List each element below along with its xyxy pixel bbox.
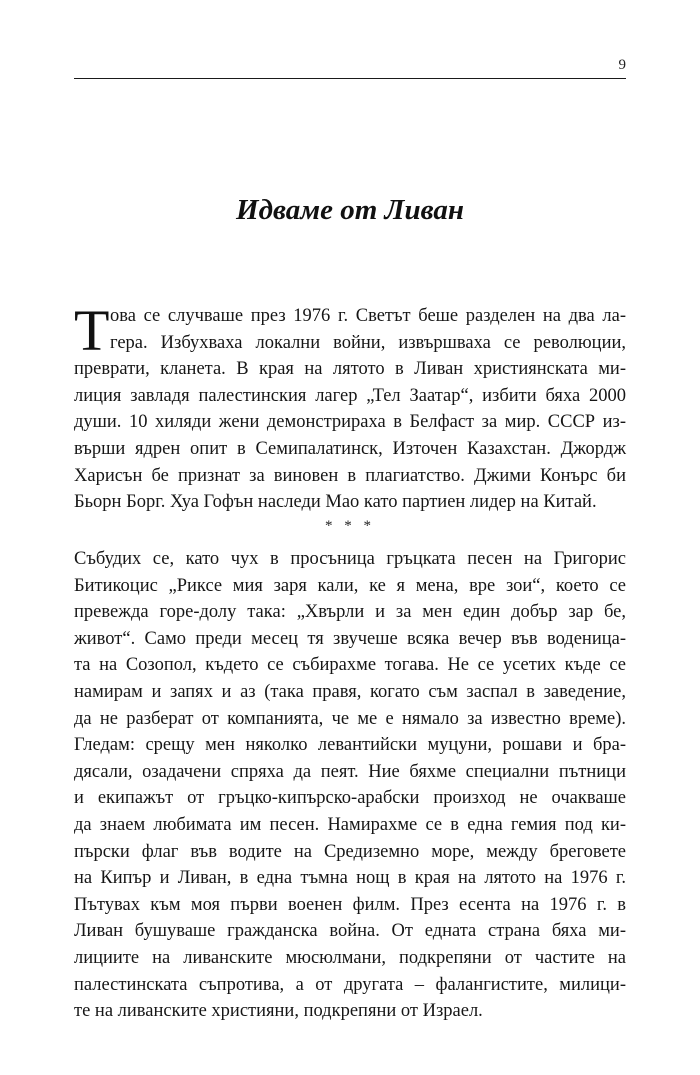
text-line: живот“. Само преди месец тя звучеше всяка вечер във воденица- bbox=[74, 628, 626, 649]
text-line: лиция завладя палестинския лагер „Тел Заатар“, избити бяха 2000 bbox=[74, 385, 626, 406]
text-line: Харисън бе признат за виновен в плагиатство. Джими Конърс би bbox=[74, 465, 626, 486]
text-line: Гледам: срещу мен няколко левантийски муцуни, рошави и бра- bbox=[74, 735, 626, 756]
section-separator: * * * bbox=[325, 518, 375, 534]
text-line: да знаем любимата им песен. Намирахме се в една гемия под ки- bbox=[74, 814, 626, 835]
text-line: намирам и запях и аз (така правя, когато съм заспал в заведение, bbox=[74, 681, 626, 702]
paragraph-2 bbox=[74, 546, 626, 1025]
paragraph-1 bbox=[74, 298, 626, 516]
text-line: пърски флаг във водите на Средиземно море, между бреговете bbox=[74, 841, 626, 862]
text-line: Пътувах към моя първи военен филм. През есента на 1976 г. в bbox=[74, 894, 626, 915]
text-line: Събудих се, като чух в просъница гръцката песен на Григорис bbox=[74, 549, 626, 569]
text-line: върши ядрен опит в Семипалатинск, Източен Казахстан. Джордж bbox=[74, 438, 626, 459]
text-line: превежда горе-долу така: „Хвърли и за мен един добър зар бе, bbox=[74, 602, 626, 623]
text-line: да не разберат от компанията, че ме е нямало за известно време). bbox=[74, 708, 626, 729]
text-line: на Кипър и Ливан, в една тъмна нощ в края на лятото на 1976 г. bbox=[74, 868, 626, 889]
text-line: лициите на ливанските мюсюлмани, подкрепяни от частите на bbox=[74, 947, 626, 968]
text-line: гера. Избухваха локални войни, извършваха се революции, bbox=[110, 332, 626, 353]
drop-cap: Т bbox=[74, 298, 110, 363]
text-line: та на Созопол, където се събирахме тогава. Не се усетих къде се bbox=[74, 655, 626, 676]
text-line: Бьорн Борг. Хуа Гофън наследи Мао като партиен лидер на Китай. bbox=[74, 492, 597, 513]
page-number: 9 bbox=[618, 57, 626, 73]
text-line: души. 10 хиляди жени демонстрираха в Белфаст за мир. СССР из- bbox=[74, 412, 626, 433]
text-line: преврати, кланета. В края на лятото в Ливан християнската ми- bbox=[74, 359, 626, 380]
text-line: Битикоцис „Риксе мия заря кали, ке я мена, вре зои“, което се bbox=[74, 575, 626, 596]
text-line: ова се случваше през 1976 г. Светът беше разделен на два ла- bbox=[110, 306, 626, 326]
running-header bbox=[74, 50, 626, 79]
chapter-title: Идваме от Ливан bbox=[236, 194, 464, 226]
text-line: Ливан бушуваше гражданска война. От едната страна бяха ми- bbox=[74, 921, 626, 942]
text-line: палестинската съпротива, а от другата – фалангистите, милици- bbox=[74, 974, 626, 995]
text-line: те на ливанските християни, подкрепяни от Израел. bbox=[74, 1001, 483, 1022]
text-line: и екипажът от гръцко-кипърско-арабски произход не очакваше bbox=[74, 788, 626, 809]
text-line: дясали, озадачени спряха да пеят. Ние бяхме специални пътници bbox=[74, 761, 626, 782]
